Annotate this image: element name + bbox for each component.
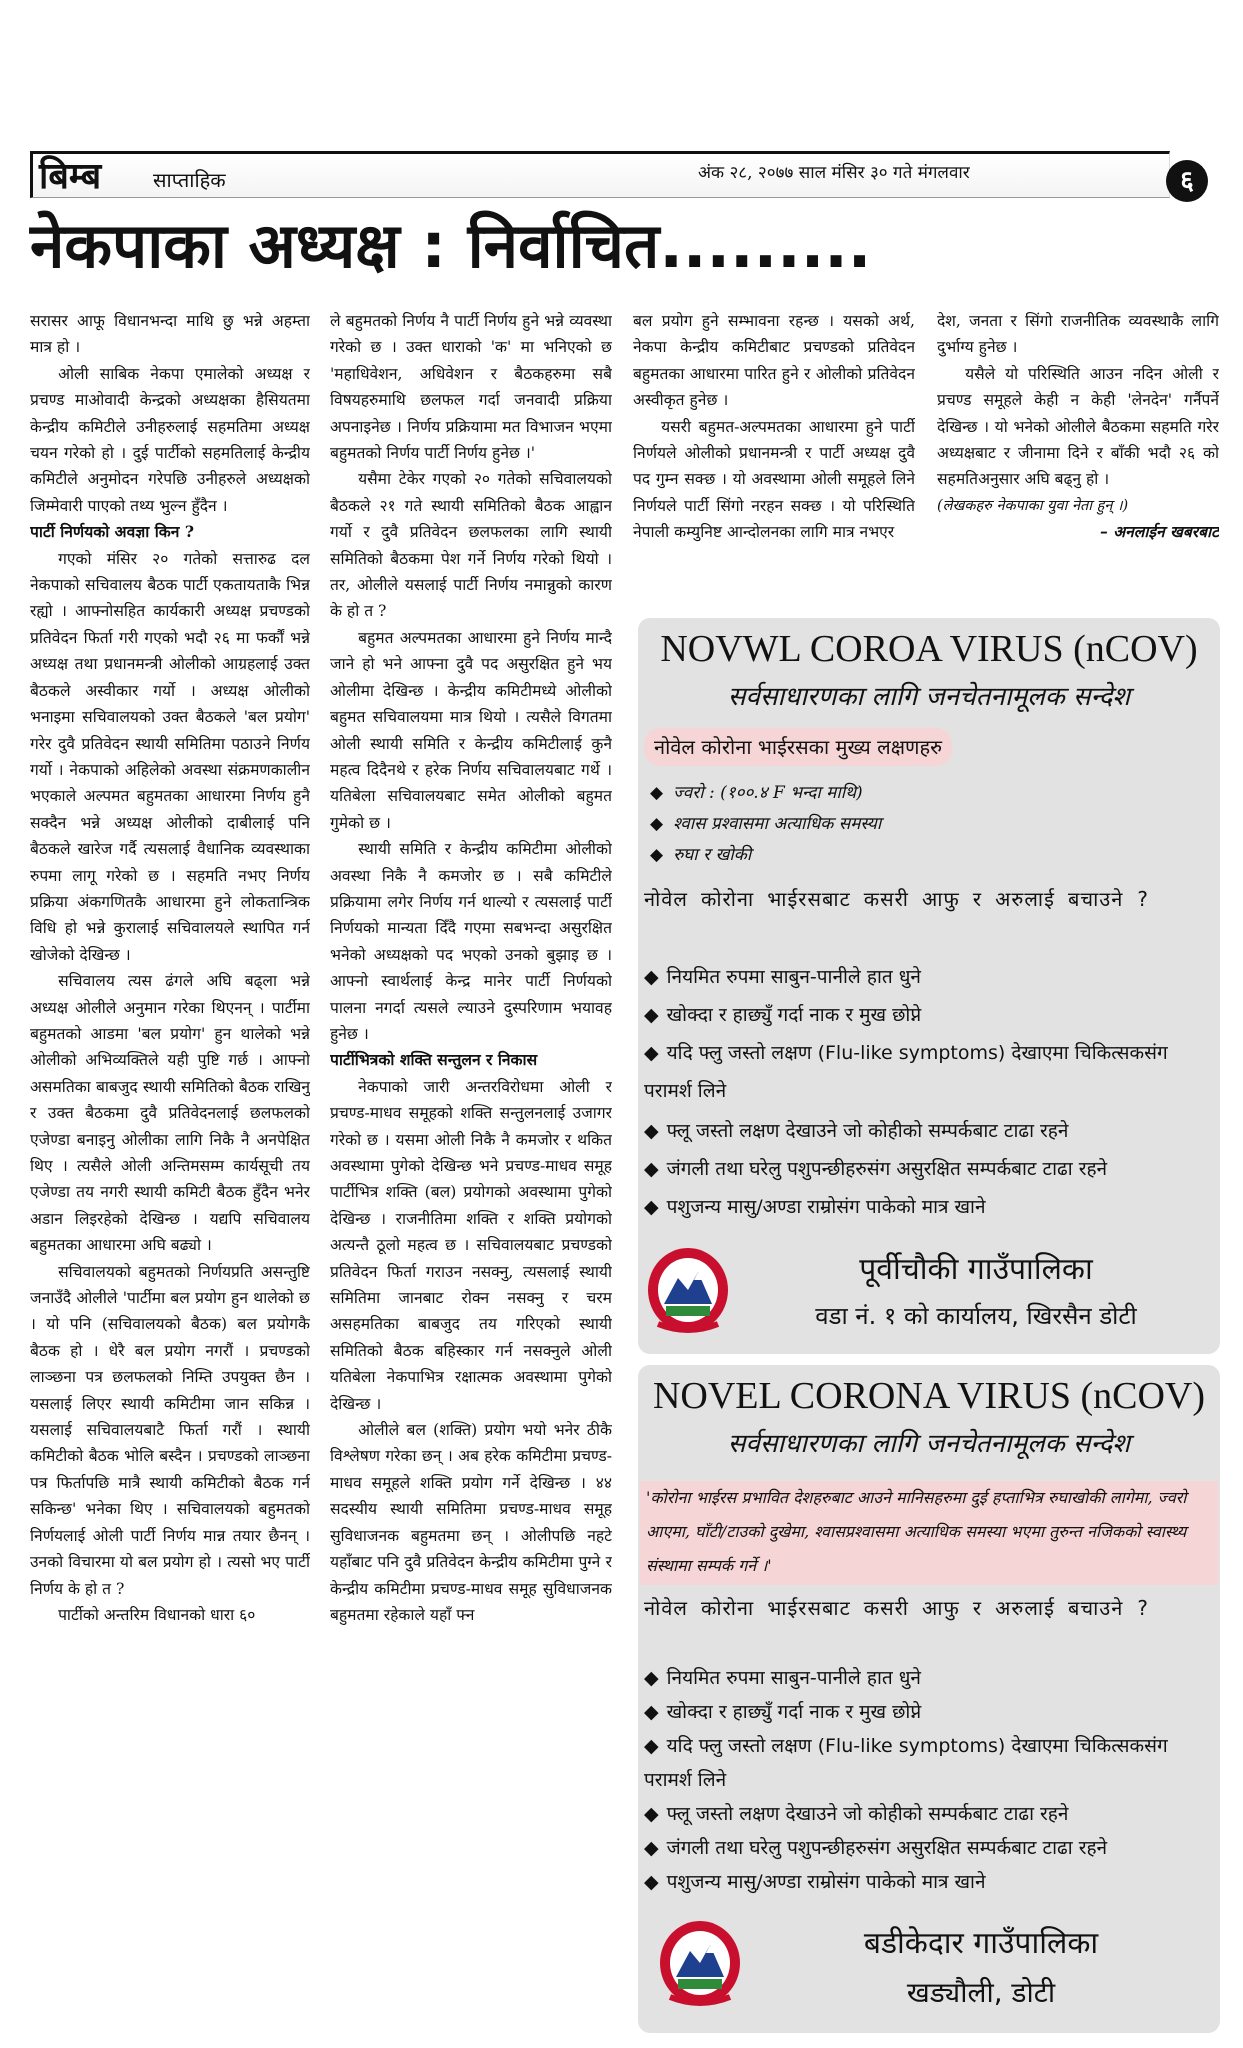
article-paragraph: ओली साबिक नेकपा एमालेको अध्यक्ष र प्रचण्ड माओवादी केन्द्रको अध्यक्षका हैसियतमा केन्द्रीय कमिटीले उनीहरुलाई सहमतिमा अध्यक्ष चयन गरेको हो । दुई पार्टीको सहमतिलाई केन्द्रीय कमिटीले अनुमोदन गरेपछि उनीहरुले अध्यक्षको जिम्मेवारी पाएको तथ्य भुल्न हुँदैन । <box>30 364 310 515</box>
symptom-item: ◆ रुघा र खोकी <box>650 845 752 865</box>
headline: नेकपाका अध्यक्ष : निर्वाचित......... <box>30 209 872 282</box>
article-credit: – अनलाईन खबरबाट <box>1100 522 1219 542</box>
newspaper-name: बिम्ब <box>39 155 102 197</box>
notice-title: NOVWL COROA VIRUS (nCOV) <box>660 628 1198 670</box>
article-subheading: पार्टी निर्णयको अवज्ञा किन ? <box>30 522 194 542</box>
prevention-tip: ◆ जंगली तथा घरेलु पशुपन्छीहरुसंग असुरक्षित सम्पर्कबाट टाढा रहने <box>644 1158 1108 1180</box>
diamond-bullet-icon: ◆ <box>644 1042 659 1064</box>
prevention-tip: ◆ नियमित रुपमा साबुन-पानीले हात धुने <box>644 966 921 988</box>
diamond-bullet-icon: ◆ <box>650 783 664 803</box>
prevention-question: नोवेल कोरोना भाईरसबाट कसरी आफु र अरुलाई बचाउने ? <box>644 1596 1150 1620</box>
diamond-bullet-icon: ◆ <box>650 814 664 834</box>
article-paragraph: सचिवालय त्यस ढंगले अघि बढ्ला भन्ने अध्यक्ष ओलीले अनुमान गरेका थिएनन् । पार्टीमा बहुमतको आडमा 'बल प्रयोग' हुन थालेको भन्ने ओलीको अभिव्यक्तिले यही पुष्टि गर्छ । आफ्नो असमतिका बाबजुद स्थायी समितिको बैठक राखिनु र उक्त बैठकमा दुवै प्रतिवेदनलाई छलफलको एजेण्डा बनाइनु ओलीका लागि निकै नै अनपेक्षित थिए । त्यसैले ओली अन्तिमसम्म कार्यसूची तय एजेण्डा तय नगरी स्थायी कमिटी बैठक हुँदैन भनेर अडान लिइरहेको देखिन्छ । यद्यपि सचिवालय बहुमतका आधारमा अघि बढ्यो । <box>30 972 310 1255</box>
article-paragraph: यसैमा टेकेर गएको २० गतेको सचिवालयको बैठकले २१ गते स्थायी समितिको बैठक आह्वान गर्यो र दुवै प्रतिवेदन छलफलका लागि स्थायी समितिको बैठकमा पेश गर्ने निर्णय गरेको थियो । तर, ओलीले यसलाई पार्टी निर्णय नमान्नुको कारण के हो त ? <box>330 470 612 621</box>
municipality-name: पूर्वीचौकी गाउँपालिका <box>859 1252 1093 1287</box>
diamond-bullet-icon: ◆ <box>644 1701 659 1723</box>
article-paragraph: गएको मंसिर २० गतेको सत्तारुढ दल नेकपाको सचिवालय बैठक पार्टी एकतायताकै भिन्न रह्यो । आफ्नोसहित कार्यकारी अध्यक्ष प्रचण्डको प्रतिवेदन फिर्ता गरी गएको भदौ २६ मा फर्कौं भन्ने अध्यक्ष तथा प्रधानमन्त्री ओलीको आग्रहलाई उक्त बैठकले अस्वीकार गर्यो । अध्यक्ष ओलीको भनाइमा सचिवालयको उक्त बैठकले 'बल प्रयोग' गरेर दुवै प्रतिवेदन स्थायी समितिमा पठाउने निर्णय गर्यो । नेकपाको अहिलेको अवस्था संक्रमणकालीन भएकाले अल्पमत बहुमतका आधारमा निर्णय हुनै सक्दैन भन्ने अध्यक्ष ओलीको दाबीलाई पनि बैठकले खारेज गर्दै त्यसलाई वैधानिक व्यवस्थाका रुपमा लागू गरेको छ । सहमति नभए निर्णय प्रक्रिया अंकगणितकै आधारमा हुने लोकतान्त्रिक विधि हो भन्ने कुरालाई सचिवालयले स्थापित गर्न खोजेको देखिन्छ । <box>30 549 310 964</box>
prevention-tip: ◆ नियमित रुपमा साबुन-पानीले हात धुने <box>644 1667 921 1689</box>
article-column-1 <box>30 308 310 2028</box>
prevention-tip: ◆ फ्लू जस्तो लक्षण देखाउने जो कोहीको सम्पर्कबाट टाढा रहने <box>644 1120 1069 1142</box>
article-paragraph: यसरी बहुमत-अल्पमतका आधारमा हुने पार्टी निर्णयले ओलीको प्रधानमन्त्री र पार्टी अध्यक्ष दुवै पद गुम्न सक्छ । यो अवस्थामा ओली समूहले लिने निर्णयले पार्टी सिंगो नरहन सक्छ । यो परिस्थिति नेपाली कम्युनिष्ट आन्दोलनका लागि मात्र नभएर <box>633 417 915 542</box>
diamond-bullet-icon: ◆ <box>644 1667 659 1689</box>
prevention-tip: ◆ यदि फ्लु जस्तो लक्षण (Flu-like symptoms) देखाएमा चिकित्सकसंग परामर्श लिने <box>644 1042 1168 1102</box>
municipality-office: खड्यौली, डोटी <box>906 1976 1056 2009</box>
notice-subtitle: सर्वसाधारणका लागि जनचेतनामूलक सन्देश <box>727 682 1131 712</box>
symptom-item: ◆ श्वास प्रश्वासमा अत्याधिक समस्या <box>650 814 882 834</box>
article-column-2 <box>330 308 612 2028</box>
article-paragraph: ले बहुमतको निर्णय नै पार्टी निर्णय हुने भन्ने व्यवस्था गरेको छ । उक्त धाराको 'क' मा भनिएको छ 'महाधिवेशन, अधिवेशन र बैठकहरुमा सबै विषयहरुमाथि छलफल गर्दा जनवादी प्रक्रिया अपनाइनेछ । निर्णय प्रक्रियामा मत विभाजन भएमा बहुमतको निर्णय पार्टी निर्णय हुनेछ ।' <box>330 312 612 463</box>
masthead <box>30 151 1170 198</box>
article-subheading: पार्टीभित्रको शक्ति सन्तुलन र निकास <box>330 1050 538 1070</box>
prevention-tip: ◆ खोक्दा र हाछ्युँ गर्दा नाक र मुख छोप्ने <box>644 1701 922 1723</box>
article-paragraph: पार्टीको अन्तरिम विधानको धारा ६० <box>58 1605 256 1624</box>
municipality-office: वडा नं. १ को कार्यालय, खिरसैन डोटी <box>815 1302 1137 1330</box>
symptoms-heading: नोवेल कोरोना भाईरसका मुख्य लक्षणहरु <box>644 728 952 766</box>
diamond-bullet-icon: ◆ <box>644 1803 659 1825</box>
diamond-bullet-icon: ◆ <box>644 966 659 988</box>
article-paragraph: बहुमत अल्पमतका आधारमा हुने निर्णय मान्दै जाने हो भने आफ्ना दुवै पद असुरक्षित हुने भय ओलीमा देखिन्छ । केन्द्रीय कमिटीमध्ये ओलीको बहुमत सचिवालयमा मात्र थियो । त्यसैले विगतमा ओली स्थायी समिति र केन्द्रीय कमिटीलाई कुनै महत्व दिदैनथे र हरेक निर्णय सचिवालयबाट गर्थे । यतिबेला सचिवालयबाट समेत ओलीको बहुमत गुमेको छ । <box>330 628 612 832</box>
covid-notice-badikedar <box>638 1365 1220 2033</box>
article-paragraph: नेकपाको जारी अन्तरविरोधमा ओली र प्रचण्ड-माधव समूहको शक्ति सन्तुलनलाई उजागर गरेको छ । यसमा ओली निकै नै कमजोर र थकित अवस्थामा पुगेको देखिन्छ भने प्रचण्ड-माधव समूह पार्टीभित्र शक्ति (बल) प्रयोगको अवस्थामा पुगेको देखिन्छ । राजनीतिमा शक्ति र शक्ति प्रयोगको अत्यन्तै ठूलो महत्व छ । सचिवालयबाट प्रचण्डको प्रतिवेदन फिर्ता गराउन नसक्नु, त्यसलाई स्थायी समितिमा जानबाट रोक्न नसक्नु र चरम असहमतिका बाबजुद तय गरिएको स्थायी समितिको बैठक बहिस्कार गर्न नसक्नुले ओली यतिबेला नेकपाभित्र रक्षात्मक अवस्थामा पुगेको देखिन्छ । <box>330 1077 612 1413</box>
prevention-tip: ◆ यदि फ्लु जस्तो लक्षण (Flu-like symptoms) देखाएमा चिकित्सकसंग परामर्श लिने <box>644 1735 1168 1791</box>
warning-message: 'कोरोना भाईरस प्रभावित देशहरुबाट आउने मानिसहरुमा दुई हप्ताभित्र रुघाखोकी लागेमा, ज्वरो आएमा, घाँटी/टाउको दुखेमा, श्वासप्रश्वासमा अत्याधिक समस्या भएमा तुरुन्त नजिकको स्वास्थ्य संस्थामा सम्पर्क गर्ने ।' <box>640 1481 1218 1585</box>
nepal-emblem-icon <box>656 1917 744 2009</box>
diamond-bullet-icon: ◆ <box>650 845 664 865</box>
article-paragraph: सचिवालयको बहुमतको निर्णयप्रति असन्तुष्टि जनाउँदै ओलीले 'पार्टीमा बल प्रयोग हुन थालेको छ । यो पनि (सचिवालयको बैठक) बल प्रयोगकै बैठक हो । धेरै बल प्रयोग नगरौं । प्रचण्डको लाञ्छना पत्र छलफलको निम्ति उपयुक्त छैन । यसलाई लिएर स्थायी कमिटीमा जान सकिन्न । यसलाई सचिवालयबाटै फिर्ता गरौं । स्थायी कमिटीको बैठक भोलि बस्दैन । प्रचण्डको लाञ्छना पत्र फिर्तापछि मात्रै स्थायी कमिटीको बैठक गर्न सकिन्छ' भनेका थिए । सचिवालयको बहुमतको निर्णयलाई ओली पार्टी निर्णय मान्न तयार छैनन् । उनको विचारमा यो बल प्रयोग हो । त्यसो भए पार्टी निर्णय के हो त ? <box>30 1262 310 1598</box>
article-paragraph: यसैले यो परिस्थिति आउन नदिन ओली र प्रचण्ड समूहले केही न केही 'लेनदेन' गर्नैपर्ने देखिन्छ । यो भनेको ओलीले बैठकमा सहमति गरेर अध्यक्षबाट र जीनामा दिने र बाँकी भदौ २६ को सहमतिअनुसार अघि बढ्नु हो । <box>937 364 1219 489</box>
symptom-item: ◆ ज्वरो : (१००.४ F भन्दा माथि) <box>650 783 863 803</box>
article-credit: (लेखकहरु नेकपाका युवा नेता हुन् ।) <box>937 497 1129 514</box>
diamond-bullet-icon: ◆ <box>644 1735 659 1757</box>
article-paragraph: स्थायी समिति र केन्द्रीय कमिटीमा ओलीको अवस्था निकै नै कमजोर छ । सबै कमिटीले प्रक्रियामा लगेर निर्णय गर्न थाल्यो र त्यसलाई पार्टी निर्णयको मान्यता दिँदै गएमा सबभन्दा असुरक्षित भनेको अध्यक्षको पद भएको उनको बुझाइ छ । आफ्नो स्वार्थलाई केन्द्र मानेर पार्टी निर्णयको पालना नगर्दा त्यसले ल्याउने दुस्परिणाम भयावह हुनेछ । <box>330 840 612 1043</box>
covid-notice-purbichauki <box>638 618 1220 1354</box>
article-paragraph: सरासर आफू विधानभन्दा माथि छु भन्ने अहम्ता मात्र हो । <box>30 312 310 357</box>
prevention-tip: ◆ फ्लू जस्तो लक्षण देखाउने जो कोहीको सम्पर्कबाट टाढा रहने <box>644 1803 1069 1825</box>
prevention-tip: ◆ जंगली तथा घरेलु पशुपन्छीहरुसंग असुरक्षित सम्पर्कबाट टाढा रहने <box>644 1837 1108 1859</box>
prevention-tip: ◆ पशुजन्य मासु/अण्डा राम्रोसंग पाकेको मात्र खाने <box>644 1196 986 1218</box>
article-paragraph: ओलीले बल (शक्ति) प्रयोग भयो भनेर ठीकै विश्लेषण गरेका छन् । अब हरेक कमिटीमा प्रचण्ड-माधव समूहले शक्ति प्रयोग गर्ने देखिन्छ । ४४ सदस्यीय स्थायी समितिमा प्रचण्ड-माधव समूह सुविधाजनक बहुमतमा छन् । ओलीपछि नहटे यहाँबाट पनि दुवै प्रतिवेदन केन्द्रीय कमिटीमा पुग्ने र केन्द्रीय कमिटीमा प्रचण्ड-माधव समूह सुविधाजनक बहुमतमा रहेकाले यहाँ फ्न <box>330 1421 612 1624</box>
diamond-bullet-icon: ◆ <box>644 1196 659 1218</box>
diamond-bullet-icon: ◆ <box>644 1120 659 1142</box>
article-paragraph: देश, जनता र सिंगो राजनीतिक व्यवस्थाकै लागि दुर्भाग्य हुनेछ । <box>937 312 1219 357</box>
prevention-tip: ◆ खोक्दा र हाछ्युँ गर्दा नाक र मुख छोप्ने <box>644 1004 922 1026</box>
municipality-name: बडीकेदार गाउँपालिका <box>863 1926 1099 1961</box>
prevention-tip: ◆ पशुजन्य मासु/अण्डा राम्रोसंग पाकेको मात्र खाने <box>644 1871 986 1893</box>
article-column-3 <box>633 308 915 600</box>
issue-date: अंक २८, २०७७ साल मंसिर ३० गते मंगलवार <box>698 163 970 183</box>
article-paragraph: बल प्रयोग हुने सम्भावना रहन्छ । यसको अर्थ, नेकपा केन्द्रीय कमिटीबाट प्रचण्डको प्रतिवेदन बहुमतका आधारमा पारित हुने र ओलीको प्रतिवेदन अस्वीकृत हुनेछ । <box>633 312 915 410</box>
diamond-bullet-icon: ◆ <box>644 1871 659 1893</box>
nepal-emblem-icon <box>644 1244 732 1336</box>
diamond-bullet-icon: ◆ <box>644 1158 659 1180</box>
article-column-4 <box>937 308 1219 600</box>
diamond-bullet-icon: ◆ <box>644 1837 659 1859</box>
notice-subtitle: सर्वसाधारणका लागि जनचेतनामूलक सन्देश <box>727 1429 1131 1459</box>
diamond-bullet-icon: ◆ <box>644 1004 659 1026</box>
page-number: ६ <box>1166 160 1208 202</box>
newspaper-frequency: साप्ताहिक <box>153 168 226 192</box>
prevention-question: नोवेल कोरोना भाईरसबाट कसरी आफु र अरुलाई बचाउने ? <box>644 887 1150 911</box>
notice-title: NOVEL CORONA VIRUS (nCOV) <box>652 1375 1206 1417</box>
